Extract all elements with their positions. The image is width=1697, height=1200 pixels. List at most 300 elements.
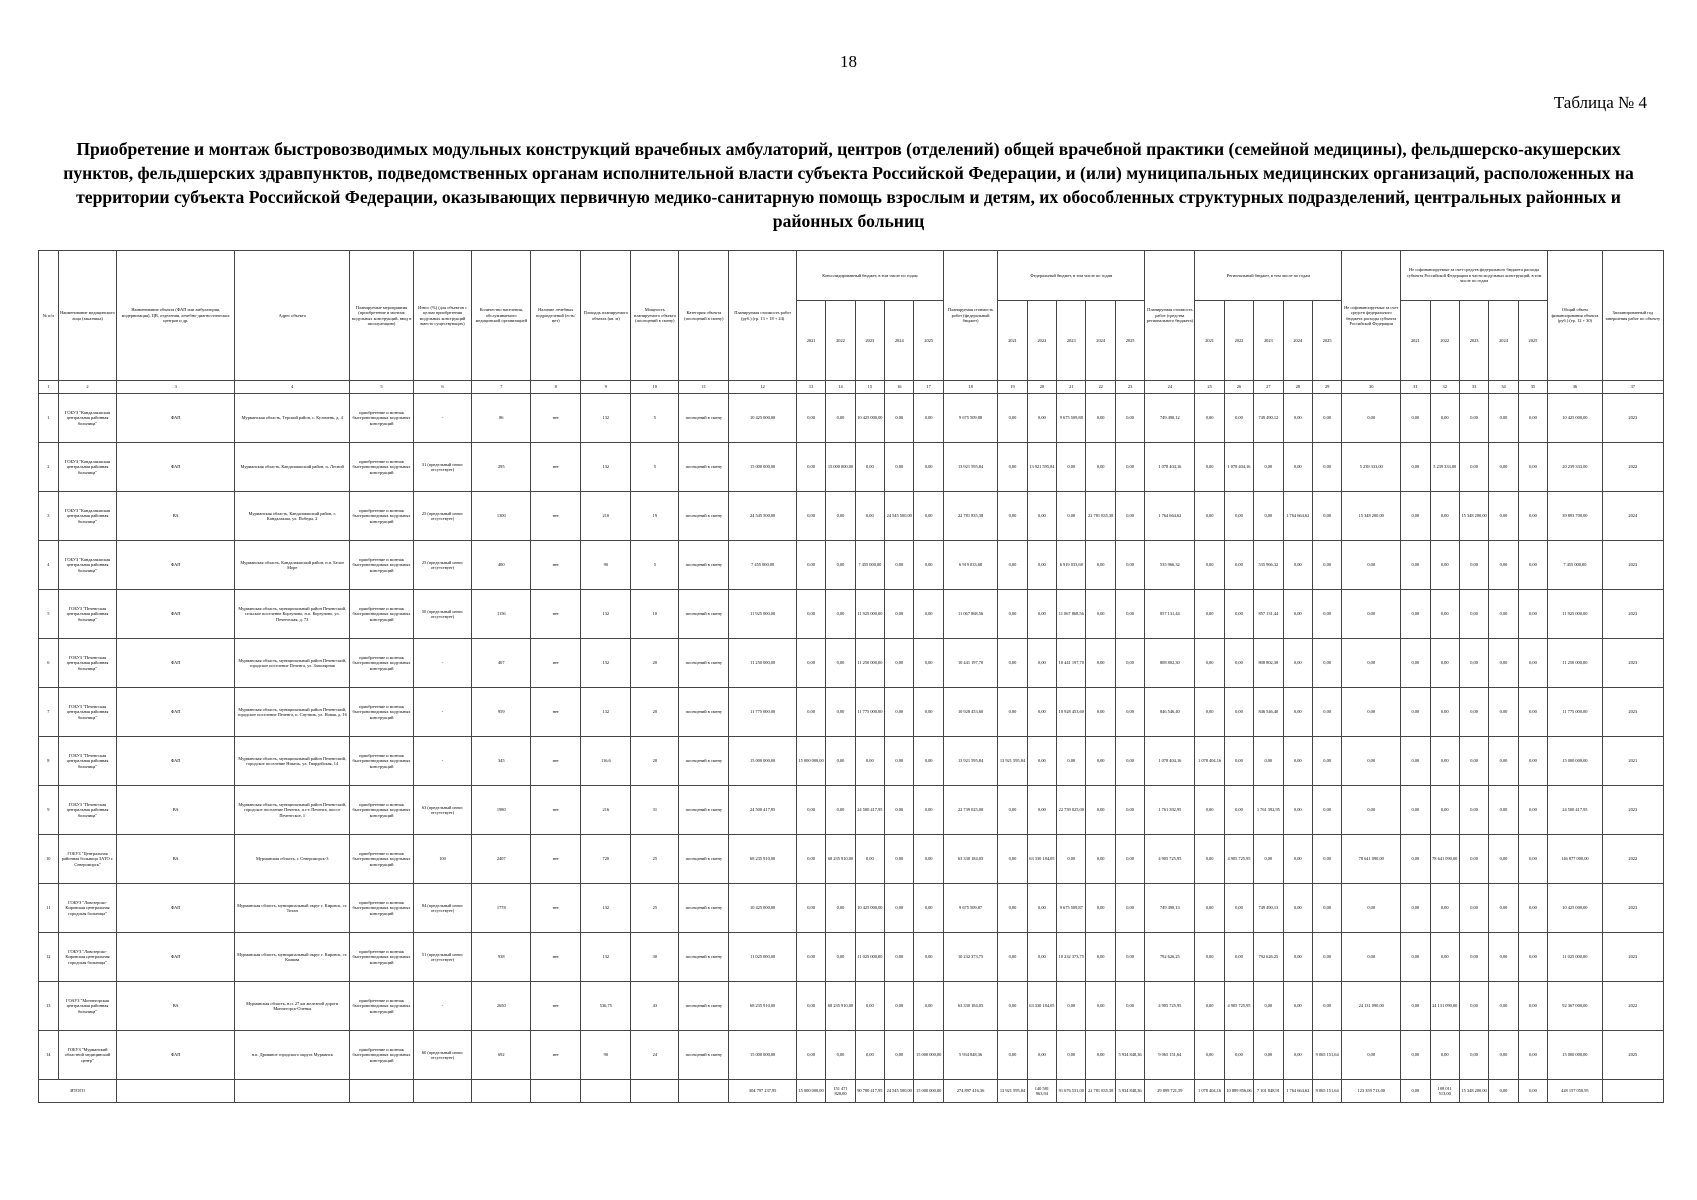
table-cell: 4 905 725,95: [1224, 982, 1253, 1031]
table-cell: 11 925 000,00: [855, 590, 884, 639]
column-number: 8: [531, 381, 581, 394]
table-row: [39, 982, 1664, 1031]
total-cell: 15 348 200,00: [1459, 1080, 1488, 1103]
table-cell: 0,00: [998, 394, 1027, 443]
table-cell: 0,00: [826, 492, 855, 541]
column-number: 4: [235, 381, 350, 394]
table-cell: -: [413, 688, 472, 737]
table-cell: приобретение и монтаж быстровозводимых модульных конструкций: [350, 394, 413, 443]
total-cell: 0,00: [1518, 1080, 1547, 1103]
table-cell: 2023: [1602, 884, 1663, 933]
table-cell: 10 425 000,00: [1548, 884, 1602, 933]
table-cell: 0,00: [1401, 737, 1430, 786]
total-cell: 9 065 151,64: [1312, 1080, 1341, 1103]
table-cell: 1 078 404,16: [1224, 443, 1253, 492]
year-header: 2023: [1459, 301, 1488, 381]
total-cell: 5 934 848,36: [1115, 1080, 1144, 1103]
table-cell: ГОАУЗ "Мончегорская центральная районная больница": [58, 982, 117, 1031]
table-cell: 10 928 453,60: [1057, 688, 1086, 737]
table-cell: 0,00: [1086, 786, 1115, 835]
column-number: 22: [1086, 381, 1115, 394]
table-cell: 11 250 000,00: [1548, 639, 1602, 688]
table-cell: Мурманская область, г. Североморск-3: [235, 835, 350, 884]
table-cell: 0,00: [1312, 492, 1341, 541]
table-cell: 0,00: [914, 443, 943, 492]
table-cell: 0,00: [1027, 394, 1056, 443]
table-cell: ФАП: [117, 394, 235, 443]
table-cell: Мурманская область, Кандалакшский район, г. Кандалакша, ул. Победы, 2: [235, 492, 350, 541]
table-cell: 0,00: [1224, 394, 1253, 443]
table-cell: 24 500 417,95: [729, 786, 797, 835]
table-cell: 0,00: [998, 590, 1027, 639]
table-cell: 0,00: [1195, 982, 1224, 1031]
total-cell: 140 581 963,94: [1027, 1080, 1056, 1103]
table-cell: 68 235 910,00: [729, 982, 797, 1031]
table-cell: 0,00: [1430, 884, 1459, 933]
table-cell: 0,00: [826, 541, 855, 590]
table-cell: 9 675 509,87: [1057, 884, 1086, 933]
table-cell: 11 025 000,00: [855, 933, 884, 982]
total-cell: 1 764 664,62: [1283, 1080, 1312, 1103]
table-cell: 132: [581, 933, 631, 982]
table-cell: 0,00: [1283, 884, 1312, 933]
table-cell: 0,00: [796, 394, 825, 443]
table-cell: 0,00: [1459, 394, 1488, 443]
table-cell: 0,00: [1027, 1031, 1056, 1080]
table-cell: 146 877 000,00: [1548, 835, 1602, 884]
table-cell: 15 000 000,00: [1548, 1031, 1602, 1080]
table-cell: 0,00: [1057, 443, 1086, 492]
column-number: 31: [1401, 381, 1430, 394]
column-number: 23: [1115, 381, 1144, 394]
table-cell: 0,00: [998, 492, 1027, 541]
header-total-volume: Общий объем финансирования объекта (руб.) (гр. 12 + 30): [1548, 251, 1602, 381]
table-cell: ФАП: [117, 737, 235, 786]
column-number: 15: [855, 381, 884, 394]
table-cell: 0,00: [1489, 982, 1518, 1031]
table-cell: 0,00: [855, 1031, 884, 1080]
table-cell: 0,00: [1086, 933, 1115, 982]
table-cell: 0,00: [1254, 737, 1283, 786]
table-cell: [235, 1080, 350, 1103]
year-header: 2023: [1254, 301, 1283, 381]
table-cell: приобретение и монтаж быстровозводимых модульных конструкций: [350, 835, 413, 884]
table-cell: посещений в смену: [679, 688, 729, 737]
table-cell: 0,00: [998, 835, 1027, 884]
table-cell: 0,00: [914, 786, 943, 835]
table-cell: 0,00: [1342, 933, 1401, 982]
table-cell: 0,00: [1518, 835, 1547, 884]
table-cell: 0,00: [1115, 590, 1144, 639]
table-cell: 5 239 333,00: [1342, 443, 1401, 492]
table-cell: 50 (предельный износ отсутствует): [413, 590, 472, 639]
table-cell: 116,6: [581, 737, 631, 786]
table-cell: 13 921 595,84: [998, 737, 1027, 786]
table-cell: 0,00: [1401, 786, 1430, 835]
table-cell: 0,00: [1115, 933, 1144, 982]
table-cell: 0,00: [1195, 884, 1224, 933]
table-cell: 0,00: [885, 884, 914, 933]
table-cell: 31: [631, 786, 679, 835]
table-cell: ФАП: [117, 1031, 235, 1080]
table-cell: 10 441 197,70: [1057, 639, 1086, 688]
table-cell: [679, 1080, 729, 1103]
header-capacity: Мощность планируемого объекта (посещений в смену): [631, 251, 679, 381]
table-cell: 0,00: [1459, 688, 1488, 737]
table-cell: 0,00: [1459, 982, 1488, 1031]
table-cell: 68 235 910,00: [826, 835, 855, 884]
table-cell: 0,00: [1430, 786, 1459, 835]
table-cell: 0,00: [1489, 394, 1518, 443]
table-cell: 0,00: [1115, 688, 1144, 737]
table-cell: 0,00: [826, 394, 855, 443]
table-cell: 0,00: [1027, 786, 1056, 835]
table-cell: 11 775 000,00: [729, 688, 797, 737]
table-cell: 24: [631, 1031, 679, 1080]
table-cell: 0,00: [1115, 541, 1144, 590]
table-cell: Мурманская область, Кандалакшский район, п. Лесной: [235, 443, 350, 492]
table-cell: 1 764 664,62: [1283, 492, 1312, 541]
year-header: 2024: [1489, 301, 1518, 381]
header-no: № п/п: [39, 251, 59, 381]
column-number: 34: [1489, 381, 1518, 394]
table-cell: 0,00: [1430, 590, 1459, 639]
table-cell: 0,00: [1086, 737, 1115, 786]
table-cell: 0,00: [1312, 639, 1341, 688]
table-cell: 5 934 848,36: [1115, 1031, 1144, 1080]
table-cell: 30: [631, 933, 679, 982]
table-cell: Мурманская область, муниципальный округ г. Кировск, ст. Коашва: [235, 933, 350, 982]
table-cell: 0,00: [1027, 933, 1056, 982]
table-cell: приобретение и монтаж быстровозводимых модульных конструкций: [350, 1031, 413, 1080]
header-category: Категория объекта (посещений в смену): [679, 251, 729, 381]
table-cell: 7 455 000,00: [1548, 541, 1602, 590]
table-cell: посещений в смену: [679, 786, 729, 835]
table-row: [39, 639, 1664, 688]
table-cell: 4 905 725,95: [1145, 835, 1195, 884]
table-cell: 0,00: [1254, 1031, 1283, 1080]
table-cell: 0,00: [1489, 688, 1518, 737]
table-cell: [531, 1080, 581, 1103]
table-cell: 14: [39, 1031, 59, 1080]
year-header: 2023: [1057, 301, 1086, 381]
table-cell: 9 065 151,64: [1312, 1031, 1341, 1080]
table-cell: 132: [581, 394, 631, 443]
table-cell: 0,00: [1401, 835, 1430, 884]
table-cell: 15 000 000,00: [914, 1031, 943, 1080]
table-cell: нет: [531, 443, 581, 492]
table-cell: 5 239 333,00: [1430, 443, 1459, 492]
table-cell: 0,00: [1224, 541, 1253, 590]
table-cell: 0,00: [1283, 639, 1312, 688]
year-header: 2024: [1283, 301, 1312, 381]
table-cell: 10 425 000,00: [729, 884, 797, 933]
table-cell: 0,00: [1195, 492, 1224, 541]
table-cell: 10 232 373,75: [943, 933, 997, 982]
table-row: [39, 884, 1664, 933]
table-cell: 0,00: [1342, 639, 1401, 688]
table-cell: 0,00: [1312, 688, 1341, 737]
table-cell: 11 775 000,00: [1548, 688, 1602, 737]
table-cell: 2022: [1602, 835, 1663, 884]
table-cell: 2022: [1602, 982, 1663, 1031]
table-cell: 25: [631, 884, 679, 933]
table-cell: 13 921 595,84: [1027, 443, 1056, 492]
table-cell: 0,00: [1430, 737, 1459, 786]
table-cell: 0,00: [885, 933, 914, 982]
table-cell: 0,00: [796, 884, 825, 933]
table-cell: 0,00: [1027, 492, 1056, 541]
table-cell: 0,00: [1224, 688, 1253, 737]
table-cell: 0,00: [1224, 884, 1253, 933]
table-cell: 0,00: [1489, 443, 1518, 492]
table-cell: 2023: [1602, 786, 1663, 835]
table-cell: 0,00: [796, 541, 825, 590]
year-header: 2021: [998, 301, 1027, 381]
table-cell: 132: [581, 443, 631, 492]
table-cell: ФАП: [117, 590, 235, 639]
table-cell: 0,00: [1459, 884, 1488, 933]
table-cell: 100: [413, 835, 472, 884]
table-cell: 15 348 200,00: [1342, 492, 1401, 541]
column-number: 18: [943, 381, 997, 394]
table-cell: 0,00: [1489, 590, 1518, 639]
table-cell: нет: [531, 737, 581, 786]
table-cell: 39 893 700,00: [1548, 492, 1602, 541]
table-cell: 0,00: [1459, 933, 1488, 982]
table-cell: нет: [531, 492, 581, 541]
table-cell: 0,00: [1283, 933, 1312, 982]
table-cell: 0,00: [796, 786, 825, 835]
table-cell: нет: [531, 639, 581, 688]
table-cell: 0,00: [885, 835, 914, 884]
table-cell: 0,00: [1489, 492, 1518, 541]
column-number: 35: [1518, 381, 1547, 394]
table-cell: 0,00: [1459, 541, 1488, 590]
table-cell: 536,75: [581, 982, 631, 1031]
table-cell: 0,00: [1224, 492, 1253, 541]
column-number: 14: [826, 381, 855, 394]
table-cell: 15 000 000,00: [1548, 737, 1602, 786]
table-cell: 2023: [1602, 688, 1663, 737]
table-cell: 7: [39, 688, 59, 737]
table-cell: 24 131 090,00: [1342, 982, 1401, 1031]
table-cell: 22 739 025,00: [1057, 786, 1086, 835]
table-cell: 6 919 033,68: [943, 541, 997, 590]
total-cell: 304 797 237,95: [729, 1080, 797, 1103]
table-cell: 846 546,40: [1254, 688, 1283, 737]
table-cell: 0,00: [1195, 541, 1224, 590]
table-cell: 0,00: [1342, 394, 1401, 443]
table-cell: 0,00: [1401, 541, 1430, 590]
table-cell: 24 545 500,00: [729, 492, 797, 541]
table-cell: 0,00: [1518, 590, 1547, 639]
table-cell: ФАП: [117, 443, 235, 492]
table-cell: 1 078 404,16: [1195, 737, 1224, 786]
table-cell: 11 025 000,00: [729, 933, 797, 982]
table-cell: 0,00: [885, 541, 914, 590]
table-cell: нет: [531, 541, 581, 590]
table-cell: 0,00: [1518, 492, 1547, 541]
column-number: 29: [1312, 381, 1341, 394]
table-cell: посещений в смену: [679, 982, 729, 1031]
table-cell: 0,00: [1086, 394, 1115, 443]
table-cell: 84 (предельный износ отсутствует): [413, 884, 472, 933]
table-cell: 63 330 184,05: [943, 982, 997, 1031]
header-completion-year: Запланированный год завершения работ по объекту: [1602, 251, 1663, 381]
table-cell: посещений в смену: [679, 639, 729, 688]
table-cell: 0,00: [998, 639, 1027, 688]
table-cell: [472, 1080, 531, 1103]
column-number: 17: [914, 381, 943, 394]
total-cell: 0,00: [1489, 1080, 1518, 1103]
table-cell: 692: [472, 1031, 531, 1080]
total-cell: 0,00: [1401, 1080, 1430, 1103]
table-cell: 0,00: [885, 982, 914, 1031]
table-cell: 0,00: [1283, 541, 1312, 590]
table-cell: нет: [531, 394, 581, 443]
table-cell: нет: [531, 884, 581, 933]
table-cell: 0,00: [1057, 492, 1086, 541]
table-cell: 20 239 333,00: [1548, 443, 1602, 492]
table-cell: 24 500 417,95: [1548, 786, 1602, 835]
header-regional-cost: Планируемая стоимость работ (средства регионального бюджета): [1145, 251, 1195, 381]
header-object-name: Наименование объекта (ФАП или амбулатория, модернизация), ЦВ, отделения, лечебно-диагностических центров и др.: [117, 251, 235, 381]
table-cell: 0,00: [1459, 590, 1488, 639]
table-cell: 749 490,12: [1145, 394, 1195, 443]
table-cell: 20: [631, 688, 679, 737]
table-cell: 7 455 000,00: [729, 541, 797, 590]
table-row: [39, 737, 1664, 786]
table-cell: 0,00: [1401, 492, 1430, 541]
table-cell: 2021: [1602, 737, 1663, 786]
table-cell: 0,00: [1459, 835, 1488, 884]
table-cell: 0,00: [1195, 835, 1224, 884]
table-cell: 10 425 000,00: [855, 884, 884, 933]
table-cell: 0,00: [1283, 443, 1312, 492]
table-cell: 1 764 664,62: [1145, 492, 1195, 541]
header-activities: Планируемые мероприятия (приобретение и монтаж модульных конструкций, ввод в эксплуатацию): [350, 251, 413, 381]
table-cell: 11 925 000,00: [1548, 590, 1602, 639]
table-cell: 808 802,30: [1254, 639, 1283, 688]
table-cell: 24 500 417,95: [855, 786, 884, 835]
table-cell: ФАП: [117, 933, 235, 982]
table-cell: 5: [631, 541, 679, 590]
table-cell: 15 000 000,00: [729, 443, 797, 492]
table-cell: 0,00: [1086, 688, 1115, 737]
table-cell: 0,00: [1115, 492, 1144, 541]
table-cell: 7 455 000,00: [855, 541, 884, 590]
table-cell: 60 (предельный износ отсутствует): [413, 1031, 472, 1080]
table-cell: 0,00: [1430, 1031, 1459, 1080]
table-cell: 0,00: [914, 394, 943, 443]
total-cell: 108 011 513,00: [1430, 1080, 1459, 1103]
header-consolidated: Консолидированный бюджет, в том числе по годам: [796, 251, 943, 301]
column-number: 19: [998, 381, 1027, 394]
table-cell: 2023: [1602, 541, 1663, 590]
table-cell: 19: [631, 492, 679, 541]
table-cell: 0,00: [1401, 1031, 1430, 1080]
table-cell: [581, 1080, 631, 1103]
table-cell: 63 (предельный износ отсутствует): [413, 786, 472, 835]
year-header: 2023: [855, 301, 884, 381]
financing-table: [38, 250, 1664, 1103]
table-cell: 0,00: [796, 982, 825, 1031]
table-cell: 0,00: [885, 443, 914, 492]
table-cell: 1 078 404,16: [1145, 443, 1195, 492]
table-cell: нет: [531, 688, 581, 737]
total-cell: 29 899 721,59: [1145, 1080, 1195, 1103]
table-cell: ГОБУЗ "Печенгская центральная районная больница": [58, 688, 117, 737]
table-cell: 0,00: [1401, 443, 1430, 492]
year-header: 2025: [1115, 301, 1144, 381]
header-units: Наличие лечебных подразделений (есть/нет): [531, 251, 581, 381]
table-cell: 720: [581, 835, 631, 884]
table-cell: 10: [39, 835, 59, 884]
total-cell: 13 921 595,84: [998, 1080, 1027, 1103]
table-row: [39, 394, 1664, 443]
table-cell: 0,00: [998, 443, 1027, 492]
table-cell: 0,00: [1342, 541, 1401, 590]
table-cell: 0,00: [1283, 737, 1312, 786]
table-cell: 0,00: [1224, 639, 1253, 688]
table-cell: 467: [472, 639, 531, 688]
document-title: Приобретение и монтаж быстровозводимых модульных конструкций врачебных амбулаторий, центров (отделений) общей врачебной практики (семейной медицины), фельдшерско-акушерских пунктов, фельдшерских здравпунктов, подведомственных органам исполнительной власти субъекта Российской Федерации, и (или) муниципальных медицинских организаций, расположенных на территории субъекта Российской Федерации, оказывающих первичную медико-санитарную помощь взрослым и детям, их обособленных структурных подразделений, центральных районных и районных больниц: [63, 139, 1634, 231]
table-cell: 0,00: [1115, 835, 1144, 884]
table-cell: 12: [39, 933, 59, 982]
table-cell: 0,00: [1283, 786, 1312, 835]
table-cell: посещений в смену: [679, 394, 729, 443]
table-cell: 0,00: [914, 492, 943, 541]
table-cell: нет: [531, 982, 581, 1031]
year-header: 2022: [1430, 301, 1459, 381]
table-cell: 0,00: [1283, 590, 1312, 639]
table-cell: приобретение и монтаж быстровозводимых модульных конструкций: [350, 786, 413, 835]
table-cell: ФАП: [117, 541, 235, 590]
table-cell: 0,00: [796, 1031, 825, 1080]
year-header: 2025: [1312, 301, 1341, 381]
year-header: 2022: [826, 301, 855, 381]
table-cell: 0,00: [855, 835, 884, 884]
column-number: 33: [1459, 381, 1488, 394]
table-cell: 0,00: [1401, 590, 1430, 639]
table-row: [39, 933, 1664, 982]
table-cell: ФАП: [117, 884, 235, 933]
table-cell: 0,00: [914, 590, 943, 639]
total-cell: 151 471 820,00: [826, 1080, 855, 1103]
column-number: 6: [413, 381, 472, 394]
table-cell: 0,00: [1401, 982, 1430, 1031]
table-cell: 0,00: [1518, 884, 1547, 933]
table-cell: 11 067 868,56: [943, 590, 997, 639]
table-cell: 24 545 500,00: [885, 492, 914, 541]
table-cell: 0,00: [1224, 933, 1253, 982]
table-cell: 0,00: [1312, 786, 1341, 835]
table-cell: ВА: [117, 492, 235, 541]
table-cell: 0,00: [998, 688, 1027, 737]
table-cell: 9 675 509,88: [1057, 394, 1086, 443]
table-cell: приобретение и монтаж быстровозводимых модульных конструкций: [350, 541, 413, 590]
table-cell: [1602, 1080, 1663, 1103]
column-number: 12: [729, 381, 797, 394]
table-cell: 0,00: [1086, 982, 1115, 1031]
table-row: [39, 688, 1664, 737]
table-cell: 846 546,40: [1145, 688, 1195, 737]
table-cell: 0,00: [1057, 982, 1086, 1031]
year-header: 2025: [1518, 301, 1547, 381]
table-cell: 0,00: [1459, 1031, 1488, 1080]
table-cell: 132: [581, 688, 631, 737]
